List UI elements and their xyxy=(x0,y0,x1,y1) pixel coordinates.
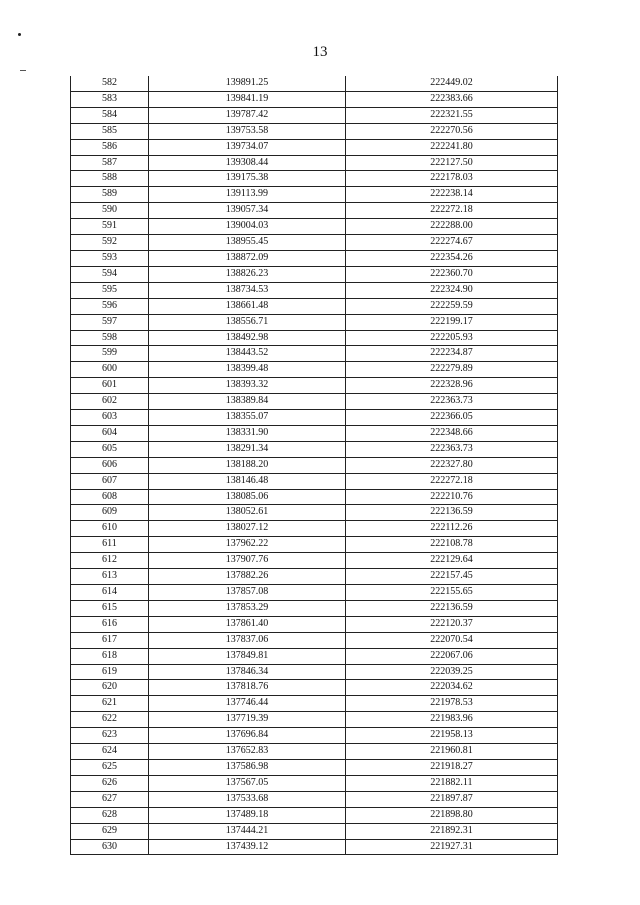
point-number-cell: 589 xyxy=(71,187,149,203)
x-coordinate-cell: 137857.08 xyxy=(149,585,346,601)
x-coordinate-cell: 137849.81 xyxy=(149,648,346,664)
point-number-cell: 597 xyxy=(71,314,149,330)
table-row xyxy=(71,171,558,187)
point-number-cell: 586 xyxy=(71,139,149,155)
x-coordinate-cell: 138389.84 xyxy=(149,394,346,410)
y-coordinate-cell: 222366.05 xyxy=(346,410,558,426)
x-coordinate-cell: 139057.34 xyxy=(149,203,346,219)
x-coordinate-cell: 138085.06 xyxy=(149,489,346,505)
y-coordinate-cell: 222112.26 xyxy=(346,521,558,537)
x-coordinate-cell: 137439.12 xyxy=(149,839,346,855)
x-coordinate-cell: 138734.53 xyxy=(149,282,346,298)
y-coordinate-cell: 221960.81 xyxy=(346,744,558,760)
scan-mark xyxy=(20,70,26,71)
y-coordinate-cell: 222241.80 xyxy=(346,139,558,155)
table-row xyxy=(71,346,558,362)
point-number-cell: 591 xyxy=(71,219,149,235)
x-coordinate-cell: 137719.39 xyxy=(149,712,346,728)
x-coordinate-cell: 139734.07 xyxy=(149,139,346,155)
x-coordinate-cell: 137846.34 xyxy=(149,664,346,680)
point-number-cell: 615 xyxy=(71,600,149,616)
x-coordinate-cell: 137489.18 xyxy=(149,807,346,823)
table-row xyxy=(71,155,558,171)
y-coordinate-cell: 222136.59 xyxy=(346,600,558,616)
y-coordinate-cell: 222363.73 xyxy=(346,441,558,457)
table-row xyxy=(71,107,558,123)
table-row xyxy=(71,791,558,807)
y-coordinate-cell: 222155.65 xyxy=(346,585,558,601)
table-row xyxy=(71,441,558,457)
point-number-cell: 628 xyxy=(71,807,149,823)
table-row xyxy=(71,123,558,139)
point-number-cell: 622 xyxy=(71,712,149,728)
y-coordinate-cell: 222348.66 xyxy=(346,425,558,441)
scan-speck xyxy=(18,33,21,36)
x-coordinate-cell: 138291.34 xyxy=(149,441,346,457)
y-coordinate-cell: 222120.37 xyxy=(346,616,558,632)
point-number-cell: 600 xyxy=(71,362,149,378)
table-row xyxy=(71,425,558,441)
point-number-cell: 617 xyxy=(71,632,149,648)
y-coordinate-cell: 222129.64 xyxy=(346,553,558,569)
x-coordinate-cell: 138955.45 xyxy=(149,235,346,251)
y-coordinate-cell: 222279.89 xyxy=(346,362,558,378)
x-coordinate-cell: 138556.71 xyxy=(149,314,346,330)
x-coordinate-cell: 137533.68 xyxy=(149,791,346,807)
point-number-cell: 587 xyxy=(71,155,149,171)
x-coordinate-cell: 137444.21 xyxy=(149,823,346,839)
x-coordinate-cell: 139787.42 xyxy=(149,107,346,123)
y-coordinate-cell: 221983.96 xyxy=(346,712,558,728)
point-number-cell: 594 xyxy=(71,266,149,282)
x-coordinate-cell: 138492.98 xyxy=(149,330,346,346)
x-coordinate-cell: 137586.98 xyxy=(149,759,346,775)
table-row xyxy=(71,266,558,282)
point-number-cell: 603 xyxy=(71,410,149,426)
table-row xyxy=(71,139,558,155)
table-row xyxy=(71,187,558,203)
point-number-cell: 626 xyxy=(71,775,149,791)
x-coordinate-cell: 137907.76 xyxy=(149,553,346,569)
x-coordinate-cell: 138872.09 xyxy=(149,250,346,266)
point-number-cell: 596 xyxy=(71,298,149,314)
point-number-cell: 582 xyxy=(71,76,149,91)
table-row xyxy=(71,839,558,855)
point-number-cell: 611 xyxy=(71,537,149,553)
x-coordinate-cell: 138826.23 xyxy=(149,266,346,282)
point-number-cell: 620 xyxy=(71,680,149,696)
x-coordinate-cell: 139753.58 xyxy=(149,123,346,139)
point-number-cell: 627 xyxy=(71,791,149,807)
x-coordinate-cell: 137882.26 xyxy=(149,569,346,585)
y-coordinate-cell: 222272.18 xyxy=(346,473,558,489)
y-coordinate-cell: 222259.59 xyxy=(346,298,558,314)
table-row xyxy=(71,744,558,760)
x-coordinate-cell: 138052.61 xyxy=(149,505,346,521)
table-row xyxy=(71,394,558,410)
point-number-cell: 616 xyxy=(71,616,149,632)
x-coordinate-cell: 137652.83 xyxy=(149,744,346,760)
x-coordinate-cell: 139113.99 xyxy=(149,187,346,203)
point-number-cell: 609 xyxy=(71,505,149,521)
point-number-cell: 607 xyxy=(71,473,149,489)
point-number-cell: 598 xyxy=(71,330,149,346)
point-number-cell: 612 xyxy=(71,553,149,569)
y-coordinate-cell: 222199.17 xyxy=(346,314,558,330)
y-coordinate-cell: 222067.06 xyxy=(346,648,558,664)
point-number-cell: 625 xyxy=(71,759,149,775)
point-number-cell: 593 xyxy=(71,250,149,266)
y-coordinate-cell: 222363.73 xyxy=(346,394,558,410)
x-coordinate-cell: 138393.32 xyxy=(149,378,346,394)
table-row xyxy=(71,91,558,107)
point-number-cell: 630 xyxy=(71,839,149,855)
table-row xyxy=(71,250,558,266)
x-coordinate-cell: 139004.03 xyxy=(149,219,346,235)
table-row xyxy=(71,410,558,426)
coordinates-table xyxy=(70,76,558,855)
point-number-cell: 601 xyxy=(71,378,149,394)
table-row xyxy=(71,696,558,712)
y-coordinate-cell: 222274.67 xyxy=(346,235,558,251)
point-number-cell: 599 xyxy=(71,346,149,362)
point-number-cell: 592 xyxy=(71,235,149,251)
point-number-cell: 629 xyxy=(71,823,149,839)
x-coordinate-cell: 138661.48 xyxy=(149,298,346,314)
table-row xyxy=(71,632,558,648)
y-coordinate-cell: 222070.54 xyxy=(346,632,558,648)
table-row xyxy=(71,314,558,330)
x-coordinate-cell: 137746.44 xyxy=(149,696,346,712)
x-coordinate-cell: 137818.76 xyxy=(149,680,346,696)
y-coordinate-cell: 221927.31 xyxy=(346,839,558,855)
y-coordinate-cell: 222272.18 xyxy=(346,203,558,219)
y-coordinate-cell: 221978.53 xyxy=(346,696,558,712)
point-number-cell: 618 xyxy=(71,648,149,664)
page-number: 13 xyxy=(312,44,328,60)
x-coordinate-cell: 138399.48 xyxy=(149,362,346,378)
x-coordinate-cell: 139891.25 xyxy=(149,76,346,91)
point-number-cell: 605 xyxy=(71,441,149,457)
y-coordinate-cell: 222328.96 xyxy=(346,378,558,394)
table-row xyxy=(71,807,558,823)
point-number-cell: 604 xyxy=(71,425,149,441)
y-coordinate-cell: 222234.87 xyxy=(346,346,558,362)
x-coordinate-cell: 139175.38 xyxy=(149,171,346,187)
y-coordinate-cell: 222034.62 xyxy=(346,680,558,696)
table-row xyxy=(71,489,558,505)
table-row xyxy=(71,298,558,314)
y-coordinate-cell: 221897.87 xyxy=(346,791,558,807)
table-row xyxy=(71,569,558,585)
table-row xyxy=(71,775,558,791)
point-number-cell: 621 xyxy=(71,696,149,712)
x-coordinate-cell: 137837.06 xyxy=(149,632,346,648)
y-coordinate-cell: 222238.14 xyxy=(346,187,558,203)
y-coordinate-cell: 222136.59 xyxy=(346,505,558,521)
point-number-cell: 613 xyxy=(71,569,149,585)
x-coordinate-cell: 138188.20 xyxy=(149,457,346,473)
y-coordinate-cell: 222288.00 xyxy=(346,219,558,235)
table-row xyxy=(71,759,558,775)
table-row xyxy=(71,537,558,553)
point-number-cell: 588 xyxy=(71,171,149,187)
point-number-cell: 590 xyxy=(71,203,149,219)
table-row xyxy=(71,600,558,616)
y-coordinate-cell: 222157.45 xyxy=(346,569,558,585)
y-coordinate-cell: 222178.03 xyxy=(346,171,558,187)
x-coordinate-cell: 138146.48 xyxy=(149,473,346,489)
x-coordinate-cell: 137962.22 xyxy=(149,537,346,553)
point-number-cell: 584 xyxy=(71,107,149,123)
table-row xyxy=(71,521,558,537)
y-coordinate-cell: 222039.25 xyxy=(346,664,558,680)
table-row xyxy=(71,362,558,378)
y-coordinate-cell: 222354.26 xyxy=(346,250,558,266)
table-row xyxy=(71,473,558,489)
x-coordinate-cell: 139308.44 xyxy=(149,155,346,171)
y-coordinate-cell: 222321.55 xyxy=(346,107,558,123)
point-number-cell: 602 xyxy=(71,394,149,410)
y-coordinate-cell: 222210.76 xyxy=(346,489,558,505)
y-coordinate-cell: 221958.13 xyxy=(346,728,558,744)
table-row xyxy=(71,330,558,346)
table-row xyxy=(71,76,558,91)
x-coordinate-cell: 138355.07 xyxy=(149,410,346,426)
point-number-cell: 610 xyxy=(71,521,149,537)
x-coordinate-cell: 138027.12 xyxy=(149,521,346,537)
table-row xyxy=(71,553,558,569)
point-number-cell: 606 xyxy=(71,457,149,473)
table-row xyxy=(71,616,558,632)
x-coordinate-cell: 137567.05 xyxy=(149,775,346,791)
table-row xyxy=(71,457,558,473)
x-coordinate-cell: 137853.29 xyxy=(149,600,346,616)
table-row xyxy=(71,728,558,744)
table-row xyxy=(71,712,558,728)
y-coordinate-cell: 221892.31 xyxy=(346,823,558,839)
y-coordinate-cell: 222383.66 xyxy=(346,91,558,107)
point-number-cell: 595 xyxy=(71,282,149,298)
point-number-cell: 608 xyxy=(71,489,149,505)
table-row xyxy=(71,664,558,680)
table-row xyxy=(71,680,558,696)
y-coordinate-cell: 222327.80 xyxy=(346,457,558,473)
point-number-cell: 619 xyxy=(71,664,149,680)
point-number-cell: 624 xyxy=(71,744,149,760)
point-number-cell: 623 xyxy=(71,728,149,744)
point-number-cell: 583 xyxy=(71,91,149,107)
y-coordinate-cell: 222324.90 xyxy=(346,282,558,298)
y-coordinate-cell: 222108.78 xyxy=(346,537,558,553)
table-row xyxy=(71,203,558,219)
y-coordinate-cell: 221918.27 xyxy=(346,759,558,775)
table-row xyxy=(71,823,558,839)
y-coordinate-cell: 221898.80 xyxy=(346,807,558,823)
x-coordinate-cell: 137861.40 xyxy=(149,616,346,632)
y-coordinate-cell: 222205.93 xyxy=(346,330,558,346)
x-coordinate-cell: 138443.52 xyxy=(149,346,346,362)
x-coordinate-cell: 139841.19 xyxy=(149,91,346,107)
table-row xyxy=(71,378,558,394)
y-coordinate-cell: 222360.70 xyxy=(346,266,558,282)
table-row xyxy=(71,282,558,298)
y-coordinate-cell: 222127.50 xyxy=(346,155,558,171)
table-row xyxy=(71,648,558,664)
table-row xyxy=(71,585,558,601)
table-row xyxy=(71,219,558,235)
coordinates-table-body xyxy=(71,76,558,855)
table-row xyxy=(71,235,558,251)
point-number-cell: 614 xyxy=(71,585,149,601)
y-coordinate-cell: 221882.11 xyxy=(346,775,558,791)
x-coordinate-cell: 138331.90 xyxy=(149,425,346,441)
y-coordinate-cell: 222449.02 xyxy=(346,76,558,91)
x-coordinate-cell: 137696.84 xyxy=(149,728,346,744)
point-number-cell: 585 xyxy=(71,123,149,139)
y-coordinate-cell: 222270.56 xyxy=(346,123,558,139)
table-row xyxy=(71,505,558,521)
